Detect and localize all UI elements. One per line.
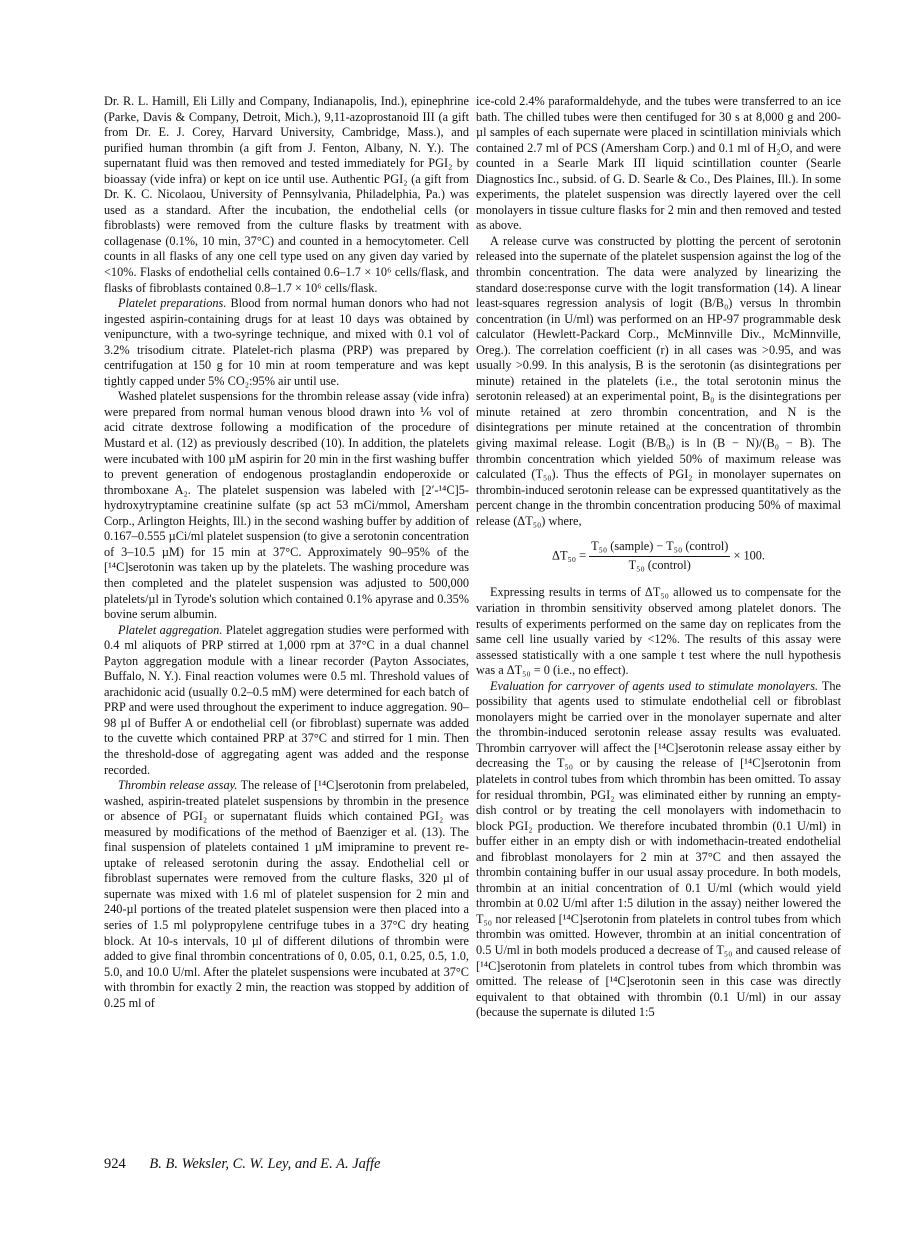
equation-rhs: × 100. (733, 548, 765, 563)
paragraph: Dr. R. L. Hamill, Eli Lilly and Company, Indianapolis, Ind.), epinephrine (Parke, Davis & Company, Detroit, Mich.), 9,11-azoprostanoid III (a gift from Dr. E. J. Corey, Harvard University, Cambridge, Mass.), and purified human thrombin (a gift from J. Fenton, Albany, N. Y.). The supernatant fluid was then removed and tested immediately for PGI₂ by bioassay (vide infra) or kept on ice until use. Authentic PGI₂ (a gift from Dr. K. C. Nicolaou, University of Pennsylvania, Philadelphia, Pa.) was used as a standard. After the incubation, the endothelial cells (or fibroblasts) were removed from the culture flasks by treatment with collagenase (0.1%, 10 min, 37°C) and counted in a hemocytometer. Cell counts in all flasks of any one cell type used on any given day varied by <10%. Flasks of endothelial cells contained 0.6–1.7 × 10⁶ cells/flask, and flasks of fibroblasts contained 0.8–1.7 × 10⁶ cells/flask. (104, 94, 469, 295)
paragraph: Expressing results in terms of ΔT₅₀ allowed us to compensate for the variation in thrombin sensitivity observed among platelet donors. The results of experiments performed on the same day on replicates from the same cell line usually varied by <12%. The results of this assay were assessed statistically with a one sample t test where the null hypothesis was a ΔT₅₀ = 0 (i.e., no effect). (476, 585, 841, 678)
paragraph-thrombin-release-assay (104, 778, 469, 1011)
left-column (104, 94, 469, 1011)
equation-fraction (589, 539, 730, 573)
paragraph-platelet-preparations (104, 296, 469, 389)
equation-lhs: ΔT₅₀ = (552, 548, 587, 563)
paragraph: A release curve was constructed by plotting the percent of serotonin released into the supernate of the platelet suspension against the log of the thrombin concentration. The data were analyzed by linearizing the standard dose:response curve with the logit transformation (14). A linear least-squares regression analysis of logit (B/B₀) versus ln thrombin concentration (in U/ml) was performed on an HP-97 programmable desk calculator (Hewlett-Packard Corp., McMinnville Div., McMinnville, Oreg.). The correlation coefficient (r) in all cases was >0.95, and was usually >0.99. In this analysis, B is the serotonin (as disintegrations per minute) retained in the platelets (i.e., the total serotonin minus the serotonin released) at an experimental point, B₀ is the disintegrations per minute retained at zero thrombin concentration, and N is the disintegrations per minute retained at the concentration of thrombin giving maximal release. Logit (B/B₀) is ln (B − N)/(B₀ − B). The thrombin concentration which yielded 50% of maximum release was calculated (T₅₀). Thus the effects of PGI₂ in monolayer supernates on thrombin-induced serotonin release can be expressed quantitatively as the percent change in the thrombin concentration producing 50% of maximal release (ΔT₅₀) where, (476, 233, 841, 528)
paragraph-text: Blood from normal human donors who had not ingested aspirin-containing drugs for at least 10 days was obtained by venipuncture, with a two-syringe technique, and mixed with 0.1 vol of 3.2% trisodium citrate. Platelet-rich plasma (PRP) was prepared by centrifugation at 150 g for 10 min at room temperature and was kept tightly capped under 5% CO₂:95% air until use. (104, 296, 469, 388)
equation-denominator: T₅₀ (control) (628, 557, 691, 572)
running-authors: B. B. Weksler, C. W. Ley, and E. A. Jaffe (149, 1156, 381, 1172)
section-heading: Platelet preparations. (118, 296, 227, 311)
paragraph: ice-cold 2.4% paraformaldehyde, and the tubes were transferred to an ice bath. The chilled tubes were then centifuged for 30 s at 8,000 g and 200-µl samples of each supernate were placed in scintillation minivials which contained 2.7 ml of PCS (Amersham Corp.) and 0.1 ml of H₂O, and were counted in a Searle Mark III liquid scintillation counter (Searle Diagnostics Inc., subsid. of G. D. Searle & Co., Des Plaines, Ill.). In some experiments, the platelet suspension was directly layered over the cell monolayers in tissue culture flasks for 2 min and then removed and tested as above. (476, 94, 841, 233)
right-column (476, 94, 841, 1021)
page-number: 924 (104, 1156, 126, 1172)
paragraph-text: The release of [¹⁴C]serotonin from prelabeled, washed, aspirin-treated platelet suspensions by thrombin in the presence or absence of PGI₂ or supernatant fluids which contained PGI₂ was measured by modifications of the method of Baenziger et al. (13). The final suspension of platelets contained 1 µM imipramine to prevent re-uptake of released serotonin during the assay. Endothelial cell or fibroblast supernates were removed from the culture flasks, 320 µl of supernate was mixed with 1.6 ml of platelet suspension for 2 min and 240-µl portions of the treated platelet suspension were then placed into a series of 1.5 ml polypropylene centrifuge tubes in a 37°C dry heating block. At 10-s intervals, 10 µl of different dilutions of thrombin were added to give final thrombin concentrations of 0, 0.05, 0.1, 0.25, 0.5, 1.0, 5.0, and 10.0 U/ml. After the platelet suspensions were incubated at 37°C with thrombin for exactly 2 min, the reaction was stopped by addition of 0.25 ml of (104, 778, 469, 1010)
delta-t50-equation (476, 539, 841, 573)
equation-numerator: T₅₀ (sample) − T₅₀ (control) (589, 539, 730, 557)
paragraph-platelet-aggregation (104, 623, 469, 778)
section-heading: Evaluation for carryover of agents used to stimulate monolayers. (490, 678, 819, 693)
paragraph-text: Platelet aggregation studies were performed with 0.4 ml aliquots of PRP stirred at 1,000 rpm at 37°C in a dual channel Payton aggregation module with a linear recorder (Payton Associates, Buffalo, N. Y.). Final reaction volumes were 0.5 ml. Threshold values of arachidonic acid (usually 0.2–0.5 mM) were determined for each batch of PRP and were used throughout the experiment to induce aggregation. 90–98 µl of Buffer A or endothelial cell (or fibroblast) supernate was added to the cuvette which contained PRP at 37°C and stirred for 1 min. Then the threshold-dose of aggregating agent was added and the response recorded. (104, 622, 470, 777)
page-footer (104, 1156, 380, 1173)
paragraph: Washed platelet suspensions for the thrombin release assay (vide infra) were prepared from normal human venous blood drawn into ⅙ vol of acid citrate dextrose following a modification of the procedure of Mustard et al. (12) as previously described (10). In addition, the platelets were incubated with 100 µM aspirin for 20 min in the first washing buffer to prevent generation of endogenous prostaglandin endoperoxide or thromboxane A₂. The platelet suspension was labeled with [2′-¹⁴C]5-hydroxytryptamine creatinine sulfate (sp act 53 mCi/mmol, Amersham Corp., Arlington Heights, Ill.) in the second washing buffer by addition of 0.167–0.555 µCi/ml platelet suspension (to give a serotonin concentration of 3–10.5 µM) for 15 min at 37°C. Approximately 90–95% of the [¹⁴C]serotonin was taken up by the platelets. The washing procedure was then completed and the platelet suspension was adjusted to 500,000 platelets/µl in Tyrode's solution which contained 0.1% apyrase and 0.35% bovine serum albumin. (104, 389, 469, 622)
section-heading: Platelet aggregation. (118, 622, 223, 637)
paragraph-text: The possibility that agents used to stimulate endothelial cell or fibroblast monolayers might be carried over in the monolayer supernate and alter the thrombin-induced serotonin release assay results was evaluated. Thrombin carryover will affect the [¹⁴C]serotonin release assay either by decreasing the T₅₀ or by causing the release of [¹⁴C]serotonin from platelets in control tubes from which thrombin has been omitted. To assay for residual thrombin, PGI₂ was eliminated either by running an empty-dish control or by treating the cell monolayers with indomethacin to block PGI₂ production. We therefore incubated thrombin (0.1 U/ml) in buffer either in an empty dish or with indomethacin-treated endothelial and fibroblast monolayers for 2 min at 37°C and then assayed the thrombin containing buffer in our usual assay procedure. In both models, thrombin at an initial concentration of 0.1 U/ml (which would yield thrombin at 0.02 U/ml after 1:5 dilution in the assay) neither lowered the T₅₀ nor released [¹⁴C]serotonin from platelets in control tubes from which thrombin was omitted. However, thrombin at an initial concentration of 0.5 U/ml in both models produced a decrease of T₅₀ and caused release of [¹⁴C]serotonin from platelets in control tubes from which thrombin was omitted. The release of [¹⁴C]serotonin seen in this case was directly equivalent to that obtained with thrombin (0.1 U/ml) in our assay (because the supernate is diluted 1:5 (476, 678, 841, 1020)
paragraph-carryover-evaluation (476, 679, 841, 1021)
section-heading: Thrombin release assay. (118, 778, 238, 793)
